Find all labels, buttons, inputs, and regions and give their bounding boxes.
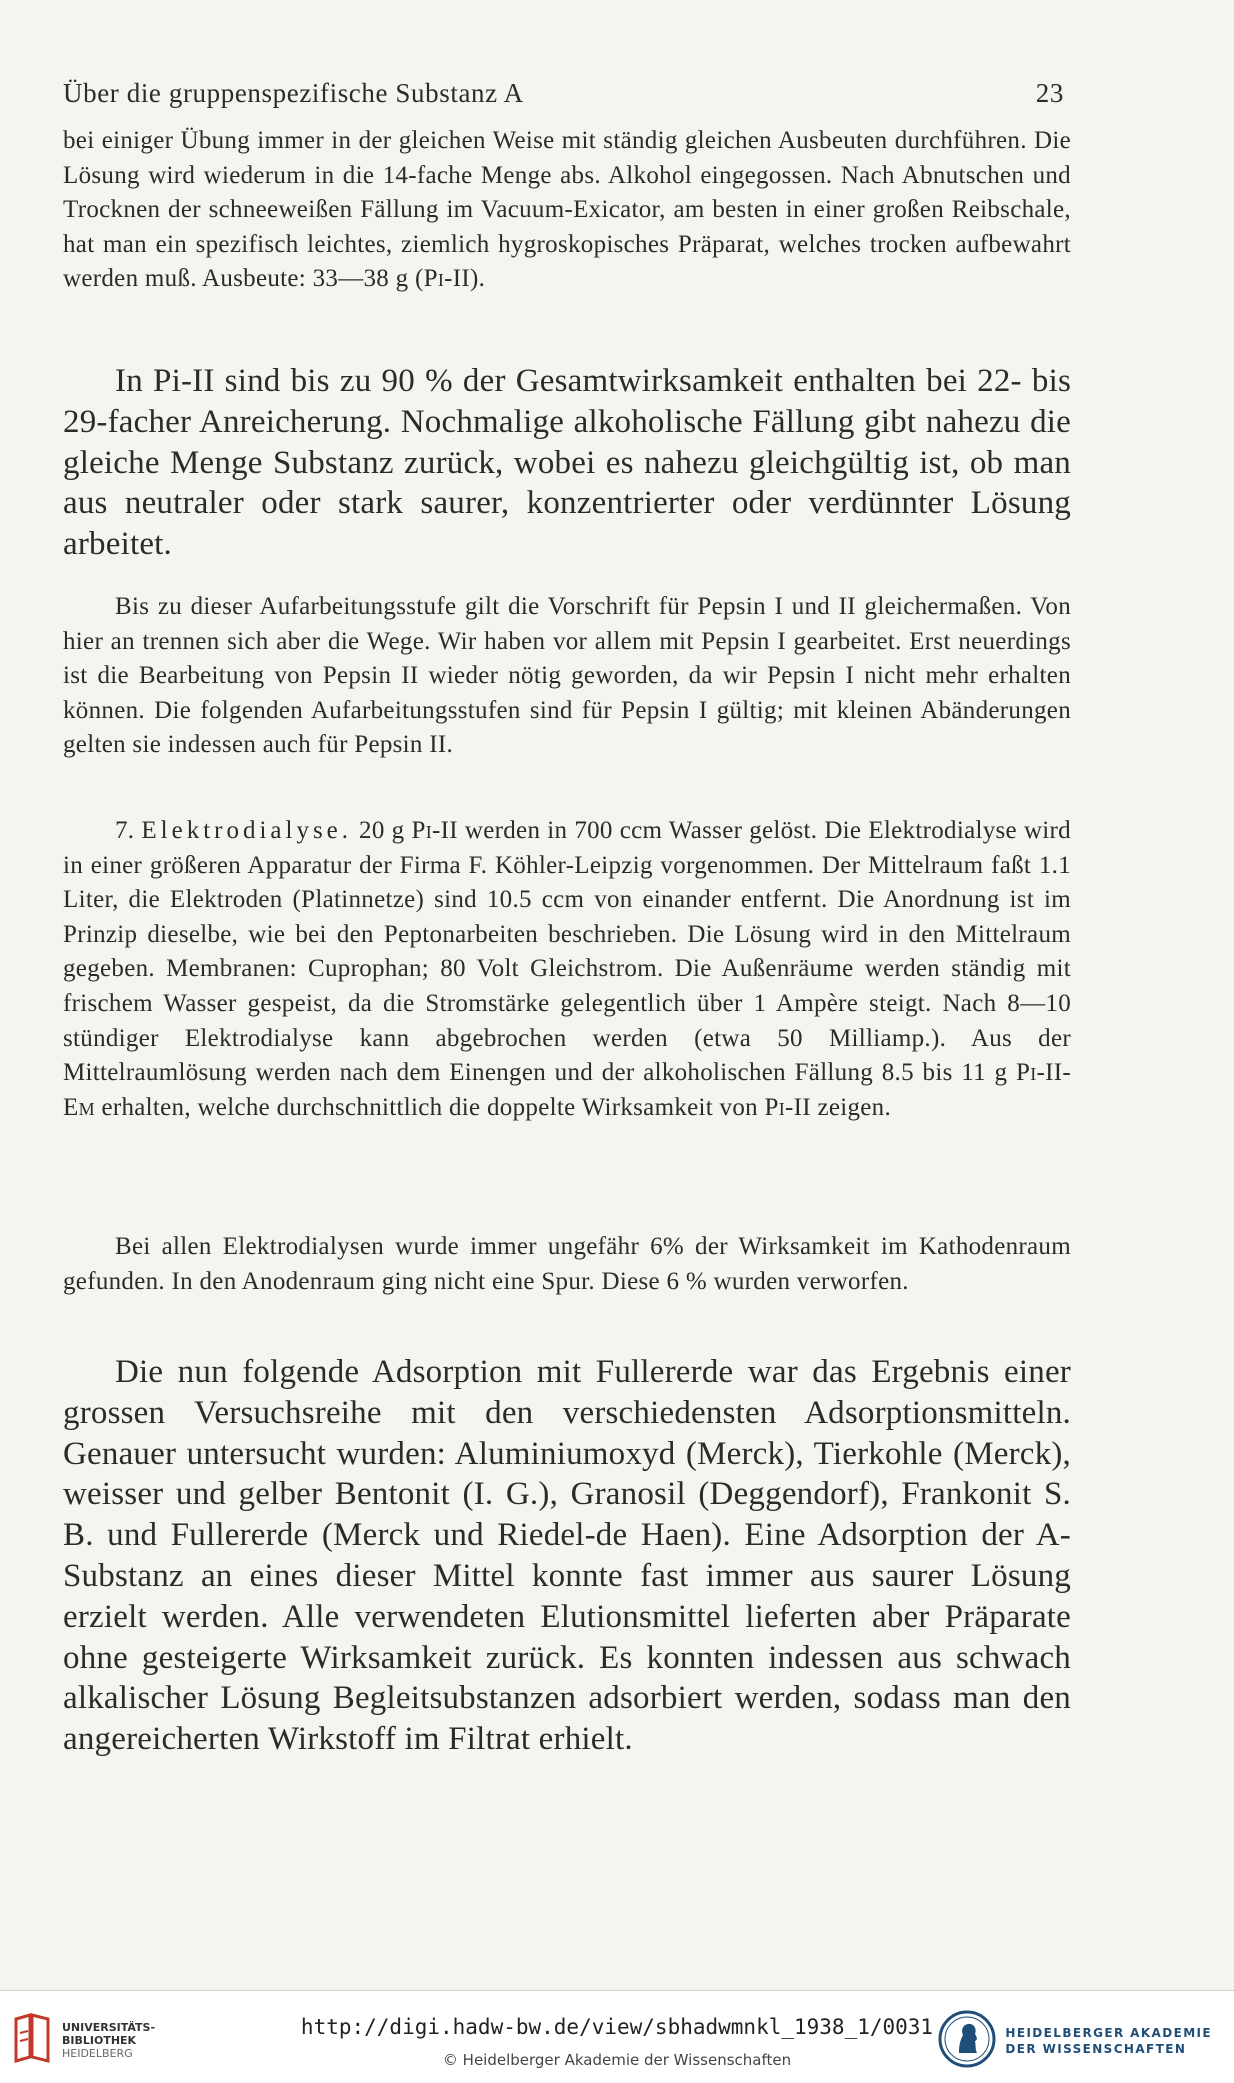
running-title: Über die gruppenspezifische Substanz A bbox=[63, 78, 524, 108]
paragraph-2-text-b: der Gesamtwirksamkeit enthalten bei 22- bis 29-facher Anreicherung. Nochmalige alkoholische Fällung gibt nahezu die gleiche Menge Substanz zurück, wobei es nahezu gleichgültig ist, ob man aus neutraler oder stark saurer, konzentrierter oder verdünnter Lösung arbeitet. bbox=[63, 363, 1071, 563]
paragraph-2-in: In bbox=[115, 363, 154, 399]
pi-ii-term: Pi-II bbox=[411, 817, 458, 844]
paragraph-4-text-a: 20 g bbox=[352, 817, 412, 844]
percent-sign: % bbox=[425, 363, 453, 399]
pi-ii-term: Pi-II bbox=[153, 363, 215, 399]
paragraph-2-text-a: sind bis zu 90 bbox=[214, 363, 426, 399]
paragraph-6 bbox=[63, 1352, 1071, 1760]
section-number: 7. bbox=[115, 817, 142, 844]
permalink-url[interactable]: http://digi.hadw-bw.de/view/sbhadwmnkl_1938_1/0031 bbox=[300, 2015, 934, 2039]
paragraph-3 bbox=[63, 590, 1071, 763]
section-heading: Elektrodialyse. bbox=[141, 817, 353, 844]
academy-logo[interactable] bbox=[937, 2009, 1212, 2073]
page-number: 23 bbox=[1035, 78, 1064, 108]
paragraph-4-text-c: erhalten, welche durchschnittlich die doppelte Wirksamkeit von bbox=[94, 1093, 765, 1121]
paragraph-1-end: ). bbox=[470, 265, 486, 293]
portrait-medallion-icon bbox=[937, 2009, 997, 2073]
paragraph-4-text-b: werden in 700 ccm Wasser gelöst. Die Elektrodialyse wird in einer größeren Apparatur der Firma F. Köhler-Leipzig vorgenommen. Der Mittelraum faßt 1.1 Liter, die Elektroden (Platinnetze) sind 10.5 ccm von einander entfernt. Die Anordnung ist im Prinzip dieselbe, wie bei den Peptonarbeiten beschrieben. Die Lösung wird in den Mittelraum gegeben. Membranen: Cuprophan; 80 Volt Gleichstrom. Die Außenräume werden ständig mit frischem Wasser gespeist, da die Stromstärke gelegentlich über 1 Ampère steigt. Nach 8—10 stündiger Elektrodialyse kann abgebrochen werden (etwa 50 Milliamp.). Aus der Mittelraumlösung werden nach dem Einengen und der alkoholischen Fällung 8.5 bis 11 g bbox=[63, 817, 1071, 1087]
pi-ii-term: Pi-II bbox=[423, 265, 471, 293]
paragraph-6-text: Die nun folgende Adsorption mit Fullererde war das Ergebnis einer grossen Versuchsreihe mit den verschiedensten Adsorptionsmitteln. Genauer untersucht wurden: Aluminiumoxyd (Merck), Tierkohle (Merck), weisser und gelber Bentonit (I. G.), Granosil (Deggendorf), Frankonit S. B. und Fullererde (Merck und Riedel-de Haen). Eine Adsorption der A-Substanz an eines dieser Mittel konnte fast immer aus saurer Lösung erzielt werden. Alle verwendeten Elutionsmittel lieferten aber Präparate ohne gesteigerte Wirksamkeit zurück. Es konnten indessen aus schwach alkalischer Lösung Begleitsubstanzen adsorbiert werden, sodass man den angereicherten Wirkstoff im Filtrat erhielt. bbox=[63, 1354, 1071, 1758]
pi-ii-term: Pi-II bbox=[764, 1093, 811, 1121]
uni-line-1: UNIVERSITÄTS- bbox=[62, 2020, 156, 2034]
academy-line-1: HEIDELBERGER AKADEMIE bbox=[1005, 2026, 1212, 2040]
running-header bbox=[63, 78, 1064, 109]
uni-line-3: HEIDELBERG bbox=[62, 2046, 133, 2060]
copyright-notice: © Heidelberger Akademie der Wissenschaften bbox=[442, 2051, 792, 2069]
paragraph-5-text-b: der Wirksamkeit im Kathodenraum gefunden. In den Anodenraum ging nicht eine Spur. Diese 6 bbox=[63, 1233, 1071, 1295]
viewer-footer bbox=[0, 1990, 1234, 2083]
paragraph-1 bbox=[63, 124, 1071, 297]
academy-line-2: DER WISSENSCHAFTEN bbox=[1005, 2042, 1187, 2056]
paragraph-2 bbox=[63, 361, 1071, 565]
paragraph-1-text: bei einiger Übung immer in der gleichen Weise mit ständig gleichen Ausbeuten durchführen. Die Lösung wird wiederum in die 14-fache Menge abs. Alkohol eingegossen. Nach Abnutschen und Trocknen der schneeweißen Fällung im Vacuum-Exicator, am besten in einer großen Reibschale, hat man ein spezifisch leichtes, ziemlich hygroskopisches Präparat, welches trocken aufbewahrt werden muß. Ausbeute: 33—38 g ( bbox=[63, 127, 1071, 293]
percent-sign: % bbox=[662, 1233, 685, 1260]
paragraph-3-text: Bis zu dieser Aufarbeitungsstufe gilt die Vorschrift für Pepsin I und II gleichermaßen. Von hier an trennen sich aber die Wege. Wir haben vor allem mit Pepsin I gearbeitet. Erst neuerdings ist die Bearbeitung von Pepsin II wieder nötig geworden, da wir Pepsin I nicht mehr erhalten können. Die folgenden Aufarbeitungsstufen sind für Pepsin I gültig; mit kleinen Abänderungen gelten sie indessen auch für Pepsin II. bbox=[63, 593, 1071, 759]
paragraph-5-text-c: wurden verworfen. bbox=[706, 1267, 909, 1295]
paragraph-5-text-a: Bei allen Elektrodialysen wurde immer ungefähr 6 bbox=[115, 1233, 663, 1260]
pi-ii-em-term: Pi-II-Em bbox=[63, 1059, 1071, 1121]
academy-name bbox=[1005, 2025, 1212, 2057]
percent-sign: % bbox=[685, 1267, 707, 1295]
paragraph-4-end: zeigen. bbox=[810, 1093, 892, 1121]
paragraph-5 bbox=[63, 1230, 1071, 1299]
paragraph-4 bbox=[63, 814, 1071, 1125]
uni-line-2: BIBLIOTHEK bbox=[62, 2033, 137, 2047]
